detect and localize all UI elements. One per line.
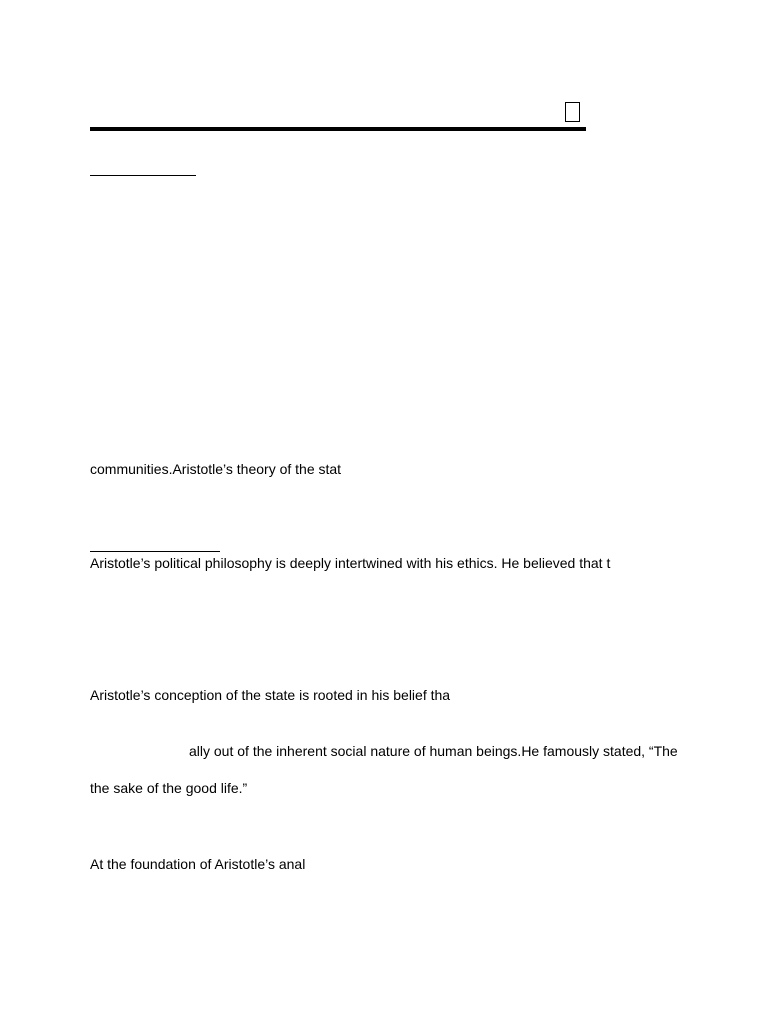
text-line: ally out of the inherent social nature of human beings.He famously stated, “The xyxy=(189,743,678,759)
heading-underline xyxy=(90,551,220,552)
missing-glyph-box xyxy=(565,102,580,122)
text-line: the sake of the good life.” xyxy=(90,780,248,796)
header-rule xyxy=(90,127,586,131)
text-line: Aristotle’s conception of the state is rooted in his belief tha xyxy=(90,687,451,703)
text-line: Aristotle’s political philosophy is deeply intertwined with his ethics. He believed that t xyxy=(90,555,611,571)
heading-underline xyxy=(90,175,196,176)
text-line: At the foundation of Aristotle’s anal xyxy=(90,856,306,872)
text-line: communities.Aristotle’s theory of the stat xyxy=(90,461,342,477)
